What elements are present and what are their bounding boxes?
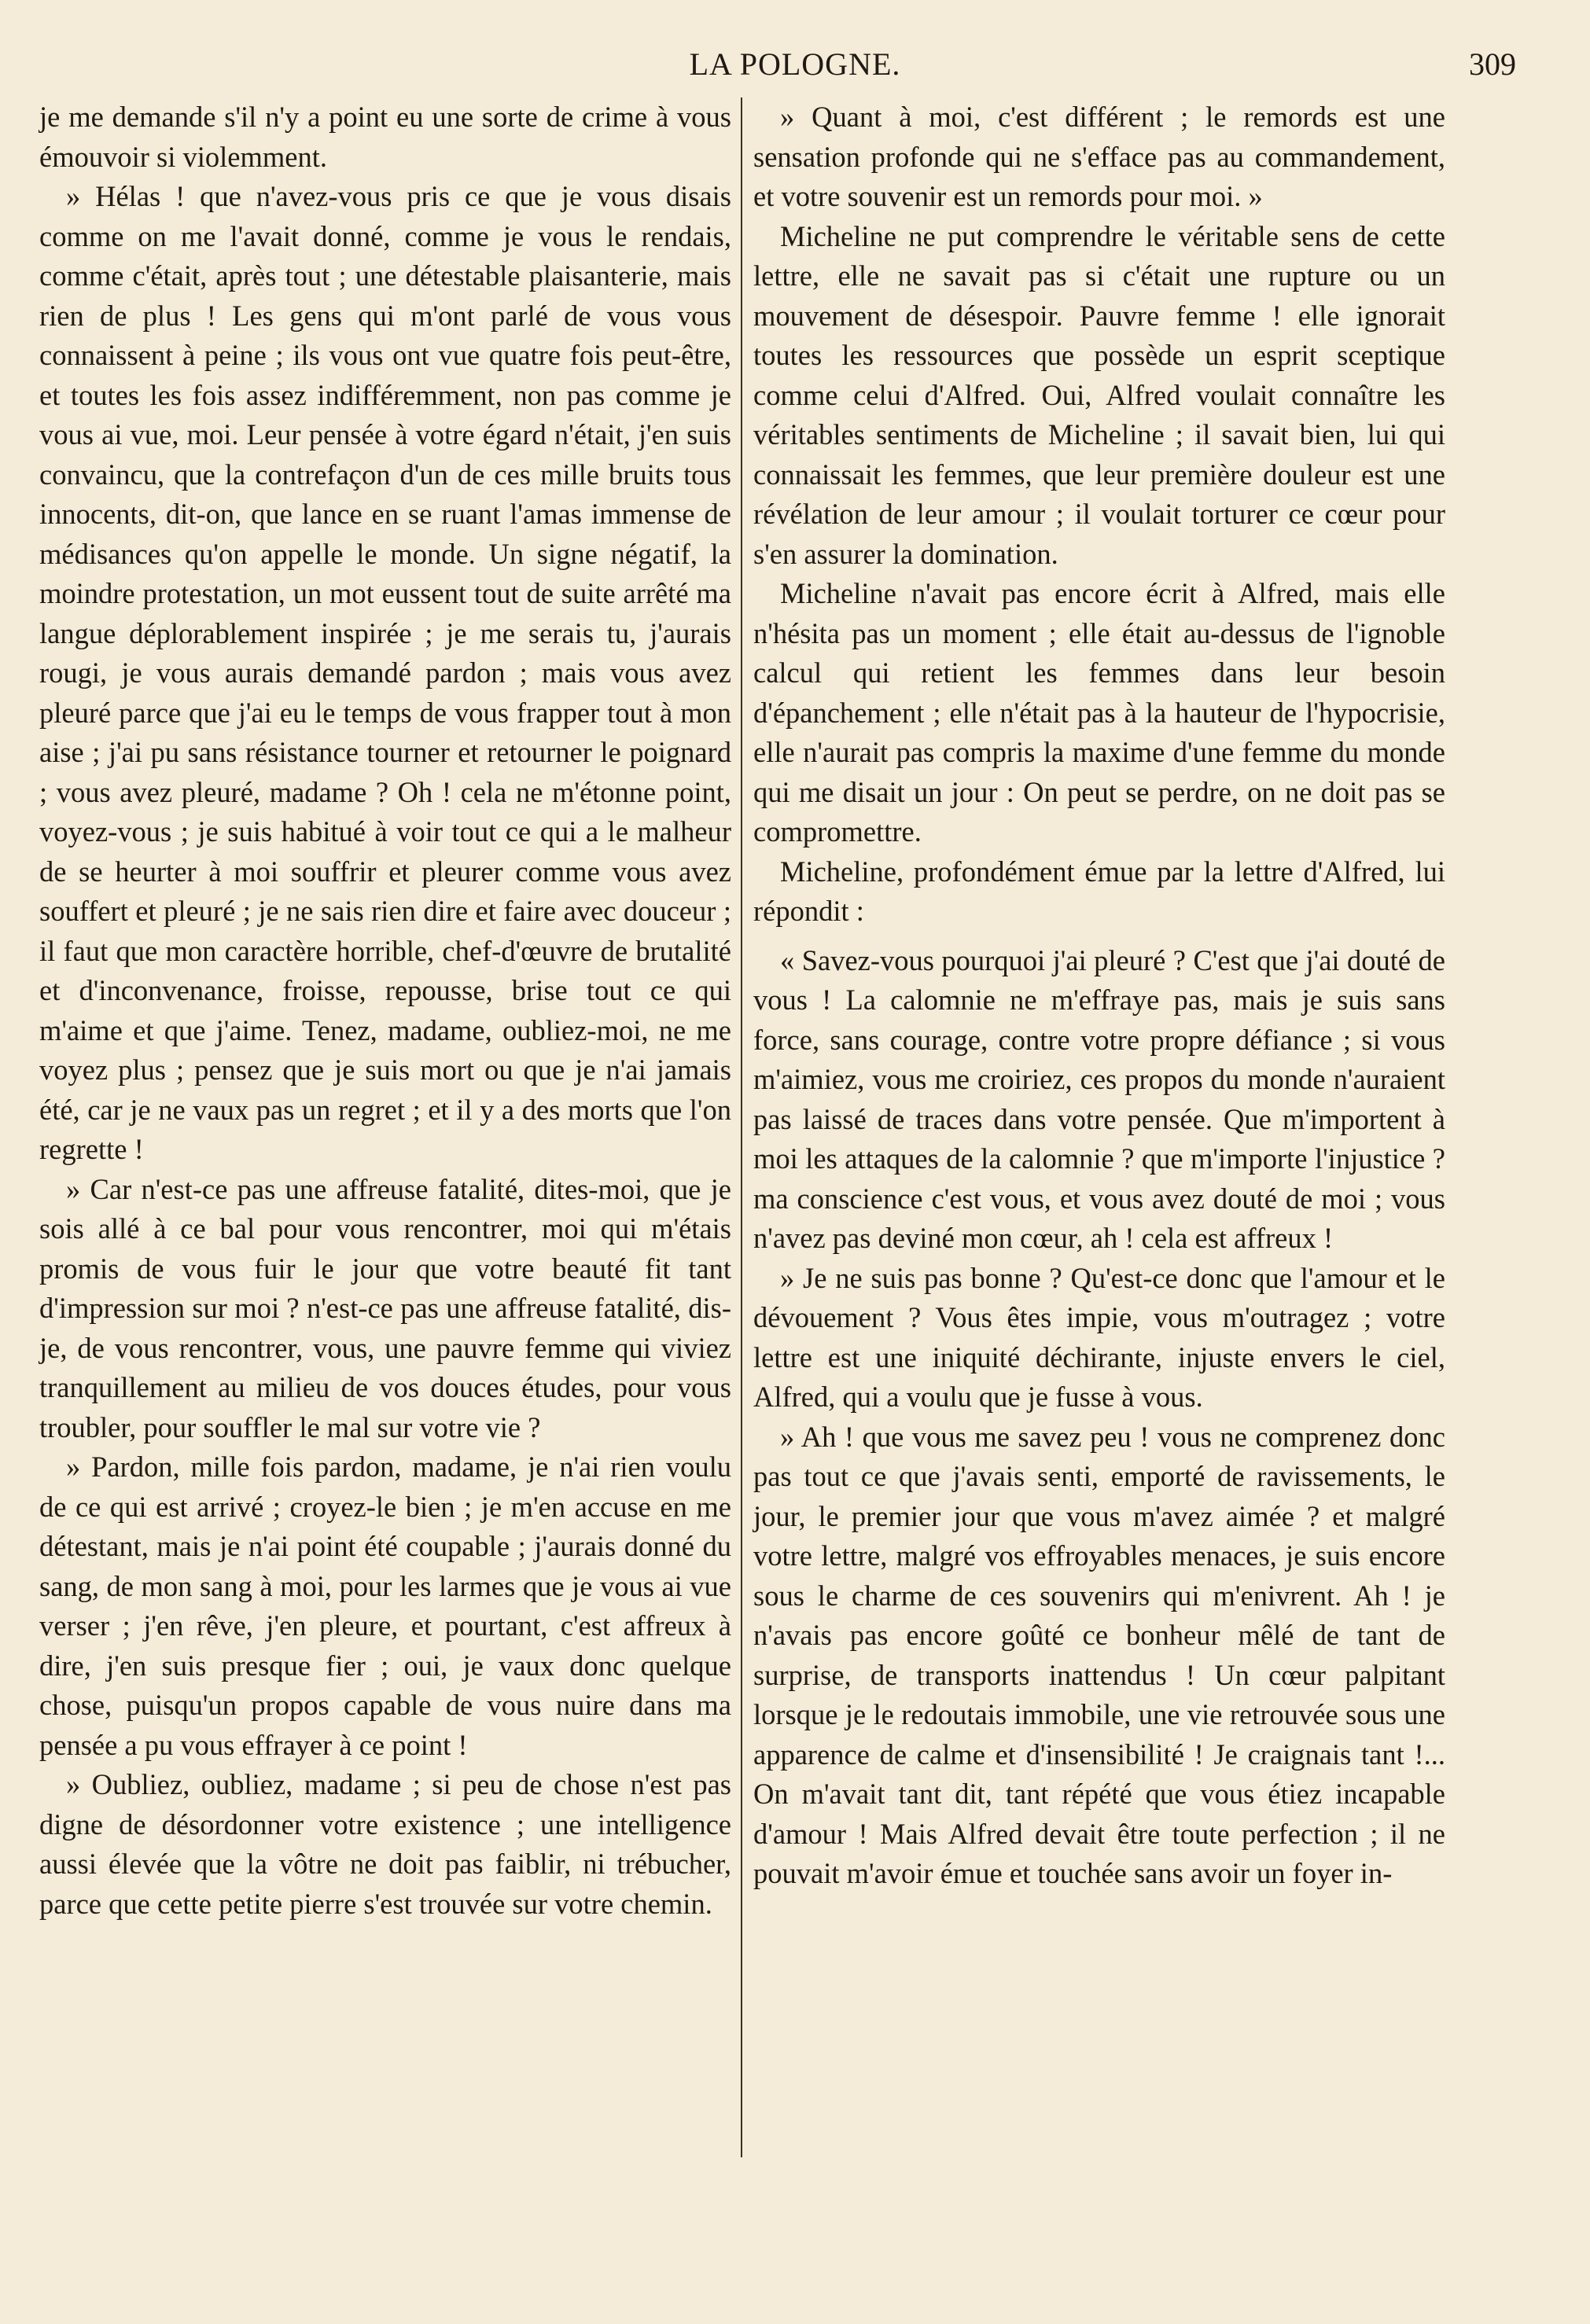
paragraph: Micheline, profondément émue par la lettre d'Alfred, lui répondit : — [753, 855, 1445, 927]
left-column — [39, 97, 731, 1924]
running-header — [0, 46, 1590, 83]
paragraph: » Quant à moi, c'est différent ; le remords est une sensation profonde qui ne s'efface pas au commandement, et votre souvenir est un remords pour moi. » — [753, 101, 1445, 212]
paragraph: je me demande s'il n'y a point eu une sorte de crime à vous émouvoir si violemment. — [39, 101, 731, 173]
paragraph: » Car n'est-ce pas une affreuse fatalité, dites-moi, que je sois allé à ce bal pour vous rencontrer, moi qui m'étais promis de vous fuir le jour que votre beauté fit tant d'impression sur moi ? n'est-ce pas une affreuse fatalité, dis-je, de vous rencontrer, vous, une pauvre femme qui viviez tranquillement au milieu de vos douces études, pour vous troubler, pour souffler le mal sur votre vie ? — [39, 1172, 731, 1443]
paragraph: » Je ne suis pas bonne ? Qu'est-ce donc que l'amour et le dévouement ? Vous êtes impie, vous m'outragez ; votre lettre est une iniquité déchirante, injuste envers le ciel, Alfred, qui a voulu que je fusse à vous. — [753, 1261, 1445, 1413]
paragraph: Micheline ne put comprendre le véritable sens de cette lettre, elle ne savait pas si c'était une rupture ou un mouvement de désespoir. Pauvre femme ! elle ignorait toutes les ressources que possède un esprit sceptique comme celui d'Alfred. Oui, Alfred voulait connaître les véritables sentiments de Micheline ; il savait bien, lui qui connaissait les femmes, que leur première douleur est une révélation de leur amour ; il voulait torturer ce cœur pour s'en assurer la domination. — [753, 219, 1445, 570]
page-number: 309 — [1469, 46, 1516, 82]
paragraph: » Hélas ! que n'avez-vous pris ce que je vous disais comme on me l'avait donné, comme je vous le rendais, comme c'était, après tout ; une détestable plaisanterie, mais rien de plus ! Les gens qui m'ont parlé de vous vous connaissent à peine ; ils vous ont vue quatre fois peut-être, et toutes les fois assez indifféremment, non pas comme je vous ai vue, moi. Leur pensée à votre égard n'était, j'en suis convaincu, que la contrefaçon d'un de ces mille bruits tous innocents, dit-on, que lance en se ruant l'amas immense de médisances qu'on appelle le monde. Un signe négatif, la moindre protestation, un mot eussent tout de suite arrêté ma langue déplorablement inspirée ; je me serais tu, j'aurais rougi, je vous aurais demandé pardon ; mais vous avez pleuré parce que j'ai eu le temps de vous frapper tout à mon aise ; j'ai pu sans résistance tourner et retourner le poignard ; vous avez pleuré, madame ? Oh ! cela ne m'étonne point, voyez-vous ; je suis habitué à voir tout ce qui a le malheur de se heurter à moi souffrir et pleurer comme vous avez souffert et pleuré ; je ne sais rien dire et faire avec douceur ; il faut que mon caractère horrible, chef-d'œuvre de brutalité et d'inconvenance, froisse, repousse, brise tout ce qui m'aime et que j'aime. Tenez, madame, oubliez-moi, ne me voyez plus ; pensez que je suis mort ou que je n'ai jamais été, car je ne vaux pas un regret ; et il y a des morts que l'on regrette ! — [39, 180, 731, 1165]
right-column — [753, 97, 1445, 1894]
paragraph: » Pardon, mille fois pardon, madame, je n'ai rien voulu de ce qui est arrivé ; croyez-le bien ; je m'en accuse en me détestant, mais je n'ai point été coupable ; j'aurais donné du sang, de mon sang à moi, pour les larmes que je vous ai vue verser ; j'en rêve, j'en pleure, et pourtant, c'est affreux à dire, j'en suis presque fier ; oui, je vaux donc quelque chose, puisqu'un propos capable de vous nuire dans ma pensée a pu vous effrayer à ce point ! — [39, 1451, 731, 1761]
column-divider — [741, 97, 742, 2157]
paragraph: « Savez-vous pourquoi j'ai pleuré ? C'est que j'ai douté de vous ! La calomnie ne m'effraye pas, mais je suis sans force, sans courage, contre votre propre défiance ; si vous m'aimiez, vous me croiriez, ces propos du monde n'auraient pas laissé de traces dans votre pensée. Que m'importent à moi les attaques de la calomnie ? que m'importe l'injustice ? ma conscience c'est vous, et vous avez douté de moi ; vous n'avez pas deviné mon cœur, ah ! cela est affreux ! — [753, 943, 1445, 1254]
paragraph: » Ah ! que vous me savez peu ! vous ne comprenez donc pas tout ce que j'avais senti, emporté de ravissements, le jour, le premier jour que vous m'avez aimée ? et malgré votre lettre, malgré vos effroyables menaces, je suis encore sous le charme de ces souvenirs qui m'enivrent. Ah ! je n'avais pas encore goûté ce bonheur mêlé de tant de surprise, de transports inattendus ! Un cœur palpitant lorsque je le redoutais immobile, une vie retrouvée sous une apparence de calme et d'insensibilité ! Je craignais tant !... On m'avait tant dit, tant répété que vous étiez incapable d'amour ! Mais Alfred devait être toute perfection ; il ne pouvait m'avoir émue et touchée sans avoir un foyer in- — [753, 1420, 1445, 1889]
paragraph: » Oubliez, oubliez, madame ; si peu de chose n'est pas digne de désordonner votre existence ; une intelligence aussi élevée que la vôtre ne doit pas faiblir, ni trébucher, parce que cette petite pierre s'est trouvée sur votre chemin. — [39, 1768, 731, 1920]
paragraph: Micheline n'avait pas encore écrit à Alfred, mais elle n'hésita pas un moment ; elle était au-dessus de l'ignoble calcul qui retient les femmes dans leur besoin d'épanchement ; elle n'était pas à la hauteur de l'hypocrisie, elle n'aurait pas compris la maxime d'une femme du monde qui me disait un jour : On peut se perdre, on ne doit pas se compromettre. — [753, 577, 1445, 848]
running-title: LA POLOGNE. — [689, 46, 901, 82]
